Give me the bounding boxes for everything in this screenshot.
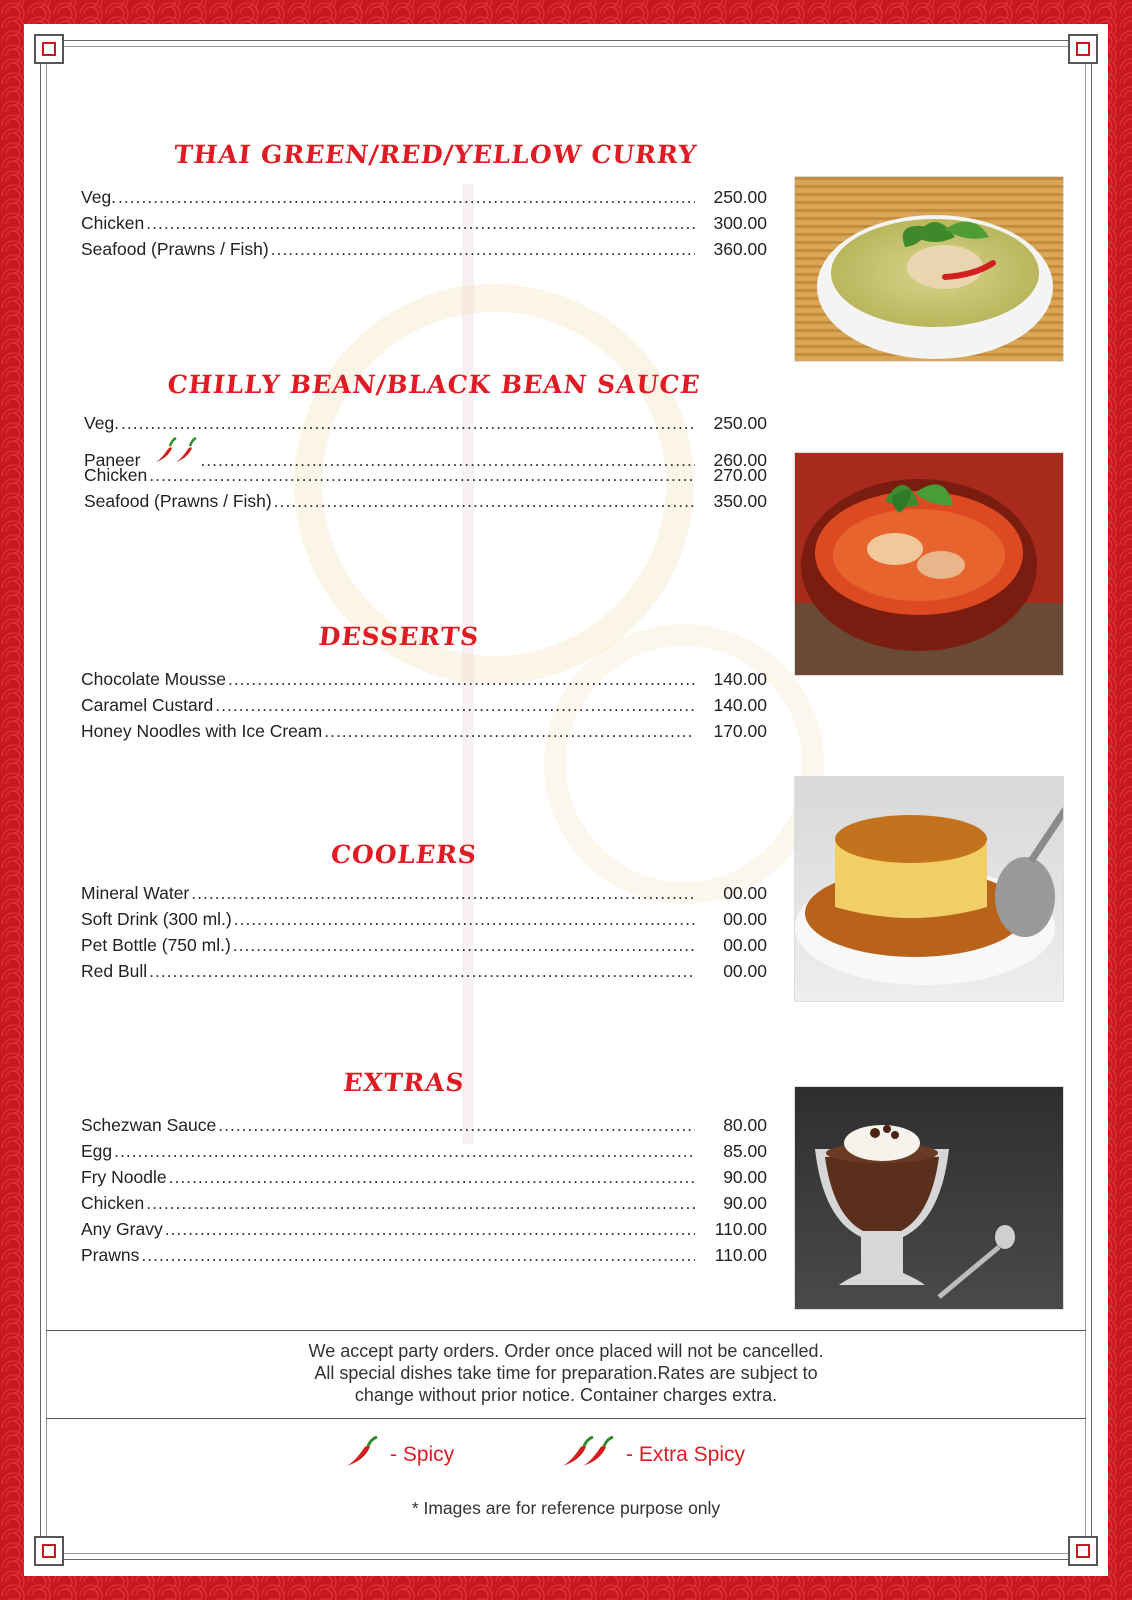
menu-item: [81, 718, 767, 744]
menu-item: [84, 488, 767, 514]
menu-item: [81, 1190, 767, 1216]
item-name: Fry Noodle: [81, 1167, 167, 1187]
item-price: 360.00: [713, 239, 767, 259]
item-name: Red Bull: [81, 961, 148, 981]
leader-dots: [146, 1190, 695, 1216]
item-price: 170.00: [713, 721, 767, 741]
item-name: Paneer: [84, 450, 141, 470]
item-name: Chicken: [84, 465, 148, 485]
leader-dots: [233, 932, 695, 958]
section-title: CHILLY BEAN/BLACK BEAN SAUCE: [166, 370, 702, 399]
menu-item: [81, 880, 767, 906]
item-name: Honey Noodles with Ice Cream: [81, 721, 323, 741]
item-price: 250.00: [713, 413, 767, 433]
leader-dots: [114, 1138, 695, 1164]
item-price: 00.00: [723, 883, 767, 903]
image-disclaimer: * Images are for reference purpose only: [411, 1498, 721, 1518]
item-price: 110.00: [714, 1219, 767, 1239]
green-curry-photo: [794, 176, 1064, 362]
item-name: Soft Drink (300 ml.): [81, 909, 232, 929]
section-title: THAI GREEN/RED/YELLOW CURRY: [172, 140, 699, 169]
menu-item: [84, 462, 767, 488]
menu-item: [81, 184, 767, 210]
item-price: 300.00: [713, 213, 767, 233]
item-name: Seafood (Prawns / Fish): [84, 491, 272, 511]
item-price: 90.00: [723, 1167, 767, 1187]
item-name: Schezwan Sauce: [81, 1115, 217, 1135]
item-price: 140.00: [713, 669, 767, 689]
item-price: 140.00: [713, 695, 767, 715]
section-items: [81, 666, 767, 744]
item-price: 90.00: [723, 1193, 767, 1213]
leader-dots: [218, 1112, 695, 1138]
corner-ornament: [34, 1536, 64, 1566]
leader-dots: [165, 1216, 695, 1242]
item-price: 80.00: [723, 1115, 767, 1135]
leader-dots: [191, 880, 695, 906]
item-name: Chicken: [81, 213, 145, 233]
chocolate-mousse-photo: [794, 1086, 1064, 1310]
menu-item: [81, 1242, 767, 1268]
footer-divider: [46, 1418, 1086, 1419]
section-items: [81, 1112, 767, 1268]
leader-dots: [169, 1164, 695, 1190]
item-name: Prawns: [81, 1245, 140, 1265]
menu-item: [81, 1138, 767, 1164]
leader-dots: [149, 462, 695, 488]
leader-dots: [234, 906, 695, 932]
double-chili-icon: [558, 1436, 618, 1474]
section-title: EXTRAS: [341, 1068, 467, 1097]
leader-dots: [121, 410, 695, 436]
section-title: DESSERTS: [317, 622, 481, 651]
item-name: Mineral Water: [81, 883, 190, 903]
corner-ornament: [1068, 1536, 1098, 1566]
footer-note: [104, 1340, 1028, 1406]
item-price: 85.00: [723, 1141, 767, 1161]
item-price: 270.00: [713, 465, 767, 485]
leader-dots: [228, 666, 695, 692]
leader-dots: [118, 184, 695, 210]
item-price: 00.00: [723, 961, 767, 981]
menu-item: [81, 1216, 767, 1242]
item-price: 260.00: [713, 450, 767, 470]
corner-ornament: [1068, 34, 1098, 64]
caramel-custard-photo: [794, 776, 1064, 1002]
leader-dots: [149, 958, 695, 984]
menu-item: [81, 666, 767, 692]
menu-item: [84, 410, 767, 436]
item-name: Egg: [81, 1141, 113, 1161]
corner-ornament: [34, 34, 64, 64]
menu-item: [81, 1112, 767, 1138]
legend-label: - Extra Spicy: [626, 1443, 746, 1466]
item-name: Caramel Custard: [81, 695, 214, 715]
item-name: Chocolate Mousse: [81, 669, 226, 689]
menu-item: [81, 692, 767, 718]
leader-dots: [324, 718, 695, 744]
footer-divider: [46, 1330, 1086, 1331]
leader-dots: [274, 488, 695, 514]
item-name: Veg.: [84, 413, 120, 433]
section-items: [81, 880, 767, 984]
item-price: 350.00: [713, 491, 767, 511]
section-items: [84, 410, 767, 514]
legend-extra-spicy: [558, 1436, 745, 1474]
item-name: Chicken: [81, 1193, 145, 1213]
chili-icon: [342, 1436, 382, 1474]
menu-item: [84, 436, 767, 470]
menu-item: [81, 932, 767, 958]
footer-note-line: We accept party orders. Order once placed will not be cancelled.: [308, 1341, 824, 1361]
menu-item: [81, 210, 767, 236]
item-price: 00.00: [723, 909, 767, 929]
menu-item: [81, 1164, 767, 1190]
item-price: 00.00: [723, 935, 767, 955]
footer-note-line: All special dishes take time for preparation.Rates are subject to: [314, 1363, 818, 1383]
legend-spicy: [342, 1436, 454, 1474]
leader-dots: [271, 236, 695, 262]
leader-dots: [141, 1242, 695, 1268]
red-curry-photo: [794, 452, 1064, 676]
menu-item: [81, 906, 767, 932]
leader-dots: [146, 210, 695, 236]
menu-item: [81, 236, 767, 262]
item-name: Pet Bottle (750 ml.): [81, 935, 231, 955]
leader-dots: [215, 692, 695, 718]
item-price: 250.00: [713, 187, 767, 207]
item-name: Seafood (Prawns / Fish): [81, 239, 269, 259]
footer-note-line: change without prior notice. Container charges extra.: [354, 1385, 778, 1405]
menu-item: [81, 958, 767, 984]
section-title: COOLERS: [329, 840, 479, 869]
legend-label: - Spicy: [390, 1443, 455, 1466]
item-name: Any Gravy: [81, 1219, 163, 1239]
section-items: [81, 184, 767, 262]
menu-page: [24, 24, 1108, 1576]
item-name: Veg.: [81, 187, 117, 207]
item-price: 110.00: [714, 1245, 767, 1265]
